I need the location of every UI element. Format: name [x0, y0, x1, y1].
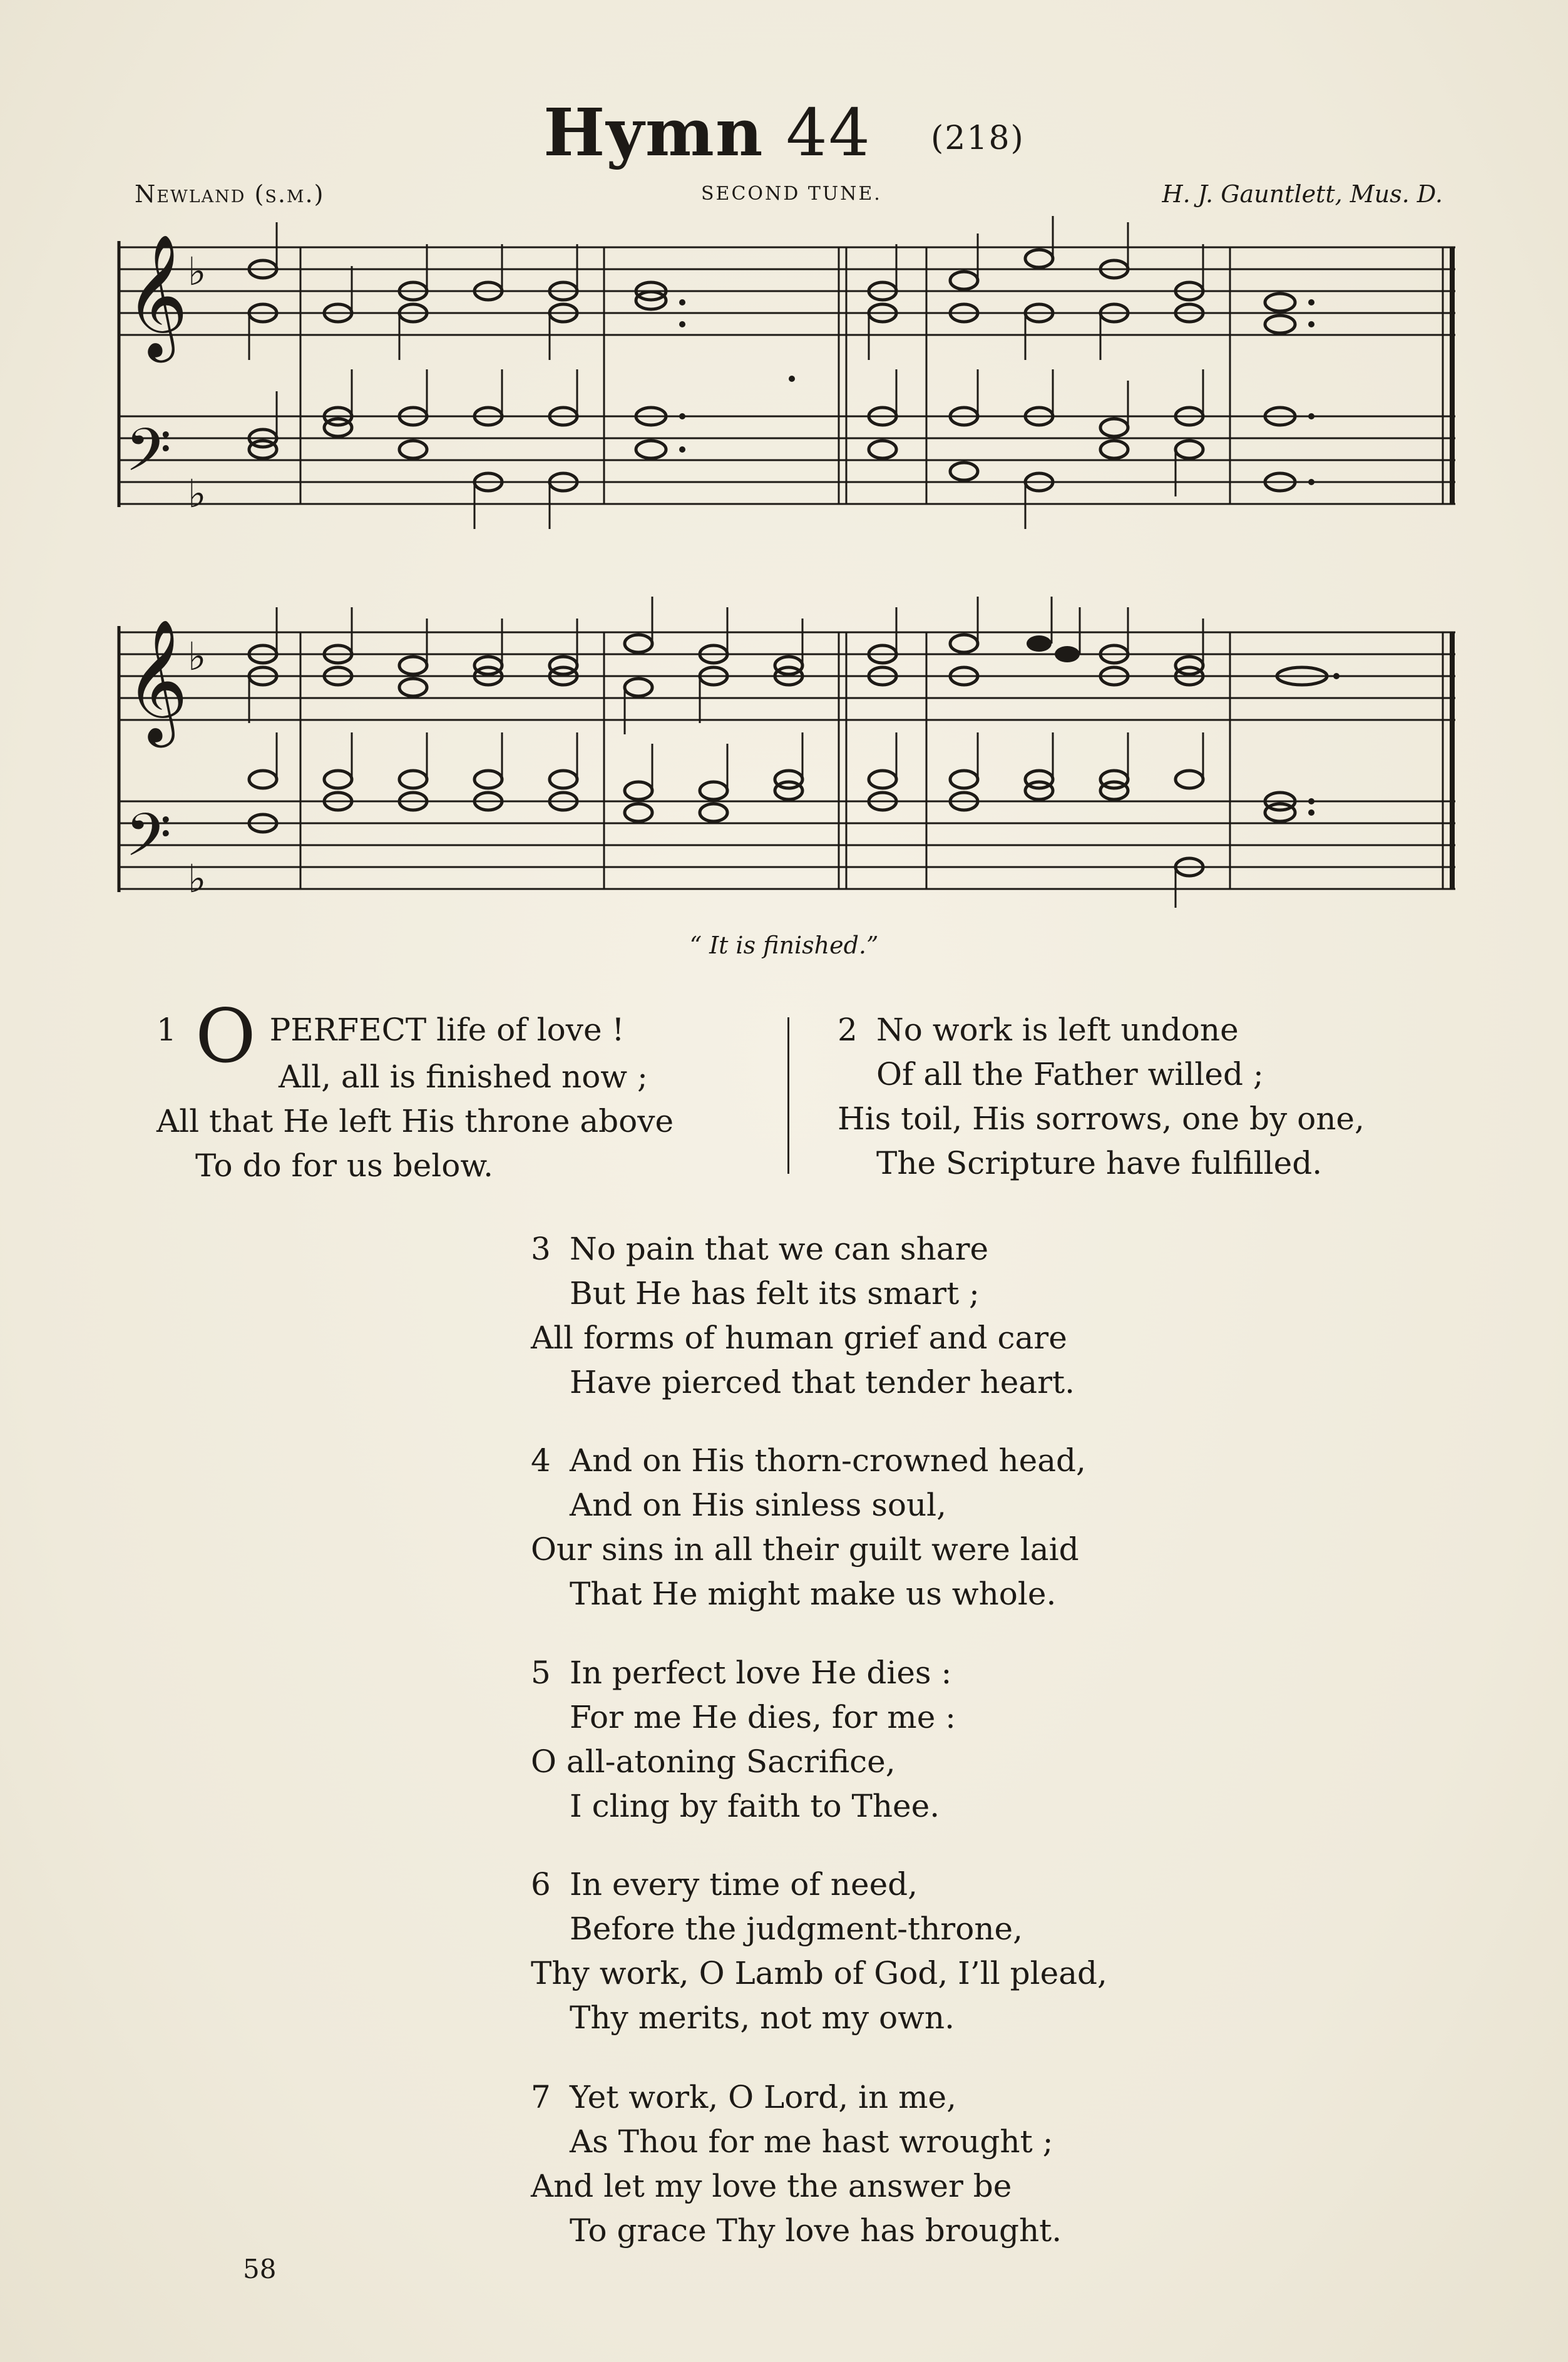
verse-2	[838, 1008, 1365, 1186]
verse-5-number: 5	[531, 1655, 551, 1691]
verse-6	[531, 1862, 1107, 2040]
svg-text:♭: ♭	[188, 471, 207, 516]
verse-line: All that He left His throne above	[156, 1103, 674, 1139]
verse-3-first-text: No pain that we can share	[570, 1231, 989, 1267]
verse-2-number: 2	[838, 1012, 858, 1048]
verse-line: But He has felt its smart ;	[570, 1275, 980, 1312]
verse-line: Thy merits, not my own.	[570, 2000, 955, 2036]
svg-text:♭: ♭	[188, 634, 207, 679]
verse-2-first-text: No work is left undone	[876, 1012, 1239, 1048]
verse-line: Before the judgment-throne,	[570, 1911, 1023, 1947]
verse-6-first-line	[531, 1862, 1107, 1907]
hymn-word: Hymn	[543, 94, 764, 171]
verse-line: Of all the Father willed ;	[876, 1056, 1264, 1092]
verse-line: His toil, His sorrows, one by one,	[838, 1101, 1365, 1137]
verse-3	[531, 1227, 1075, 1405]
verse-line: Thy work, O Lamb of God, I’ll plead,	[531, 1955, 1107, 1991]
verse-6-number: 6	[531, 1866, 551, 1902]
verse-4-first-line	[531, 1439, 1086, 1483]
verse-line: For me He dies, for me :	[570, 1699, 956, 1735]
column-divider	[787, 1017, 789, 1174]
verse-7-first-line	[531, 2075, 1062, 2120]
hymn-number: 44	[786, 95, 871, 171]
staff-system-1	[119, 241, 1455, 507]
composer: H. J. Gauntlett, Mus. D.	[1162, 180, 1443, 208]
verse-line: That He might make us whole.	[570, 1576, 1057, 1612]
verse-6-first-text: In every time of need,	[570, 1866, 918, 1902]
verse-4-first-text: And on His thorn-crowned head,	[570, 1442, 1086, 1479]
verse-line: All, all is finished now ;	[279, 1059, 648, 1095]
verse-1-number: 1	[156, 1012, 177, 1048]
svg-text:𝄢: 𝄢	[125, 416, 172, 500]
verse-1	[156, 993, 674, 1188]
verse-line: As Thou for me hast wrought ;	[570, 2123, 1053, 2160]
verse-line: All forms of human grief and care	[531, 1320, 1067, 1356]
verse-5-first-text: In perfect love He dies :	[570, 1655, 952, 1691]
hymn-caption: “ It is finished.”	[689, 932, 879, 959]
verse-4	[531, 1439, 1086, 1616]
verse-5-first-line	[531, 1651, 956, 1695]
verse-7-number: 7	[531, 2079, 551, 2115]
verse-line: O all-atoning Sacrifice,	[531, 1743, 896, 1780]
svg-text:𝄞: 𝄞	[125, 234, 188, 357]
music-score	[0, 0, 1568, 914]
verse-7	[531, 2075, 1062, 2253]
svg-text:♭: ♭	[188, 856, 207, 901]
verse-line: To grace Thy love has brought.	[570, 2212, 1062, 2249]
verse-1-dropcap: O	[195, 993, 256, 1079]
verse-line: And on His sinless soul,	[570, 1487, 947, 1523]
verse-3-number: 3	[531, 1231, 551, 1267]
verse-line: I cling by faith to Thee.	[570, 1788, 940, 1824]
tune-name: Newland (s.m.)	[135, 180, 325, 208]
verse-line: And let my love the answer be	[531, 2168, 1012, 2204]
verse-line: Have pierced that tender heart.	[570, 1364, 1075, 1400]
verse-line: The Scripture have fulfilled.	[876, 1145, 1323, 1181]
verse-4-number: 4	[531, 1442, 551, 1479]
verse-line: Our sins in all their guilt were laid	[531, 1531, 1079, 1568]
alt-hymn-number: (218)	[931, 119, 1025, 157]
svg-text:𝄞: 𝄞	[125, 619, 188, 742]
svg-text:𝄢: 𝄢	[125, 801, 172, 885]
verse-line: To do for us below.	[195, 1148, 494, 1184]
verse-3-first-line	[531, 1227, 1075, 1271]
verse-2-first-line	[838, 1008, 1365, 1052]
verse-1-first-line-rest: PERFECT life of love !	[259, 1012, 625, 1048]
verse-7-first-text: Yet work, O Lord, in me,	[570, 2079, 956, 2115]
page-number: 58	[243, 2254, 277, 2284]
tune-label: SECOND TUNE.	[701, 183, 882, 205]
verse-5	[531, 1651, 956, 1829]
svg-text:♭: ♭	[188, 249, 207, 294]
